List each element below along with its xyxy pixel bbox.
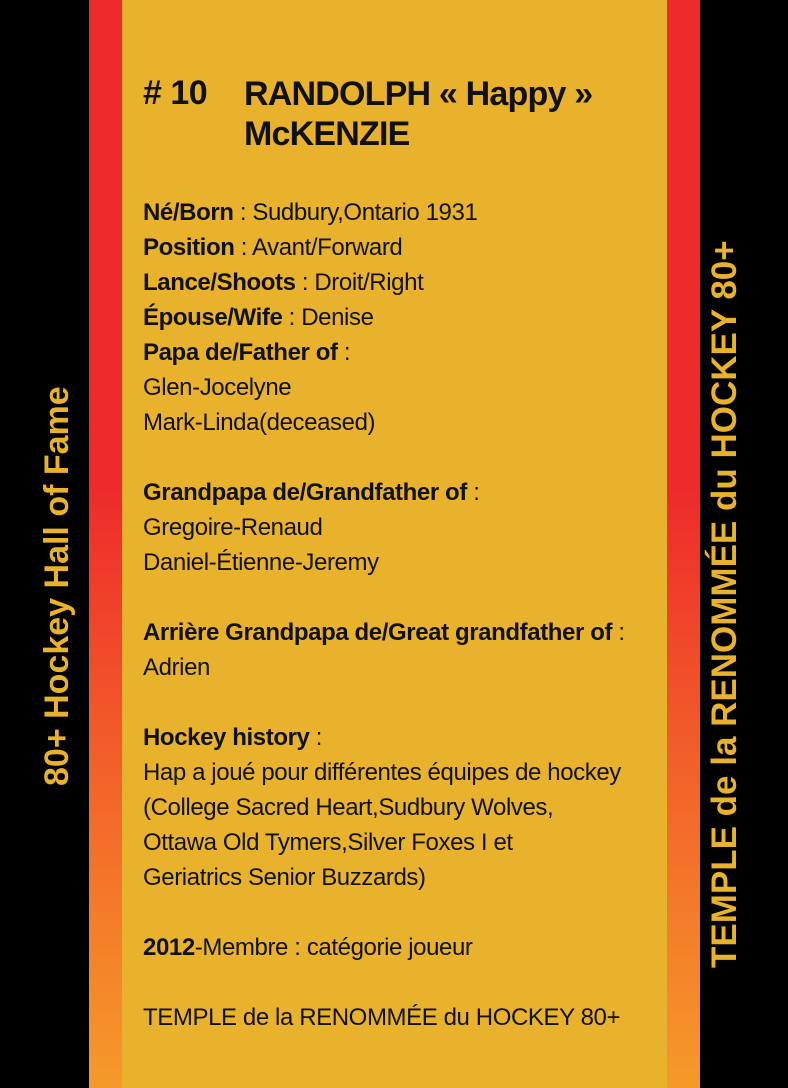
father-of-row <box>143 335 663 370</box>
position-row <box>143 230 663 265</box>
grandfather-of-row <box>143 475 663 510</box>
hockey-history-line: Hap a joué pour différentes équipes de hockey <box>143 759 621 786</box>
footer-text: TEMPLE de la RENOMMÉE du HOCKEY 80+ <box>143 1004 621 1031</box>
wife-label: Épouse/Wife <box>143 304 283 331</box>
born-label: Né/Born <box>143 199 234 226</box>
great-grandchild-item: Adrien <box>143 654 210 681</box>
shoots-label: Lance/Shoots <box>143 269 296 296</box>
side-title-left: 80+ Hockey Hall of Fame <box>38 386 76 786</box>
player-details <box>143 195 663 1035</box>
spacer <box>143 440 663 475</box>
shoots-row <box>143 265 663 300</box>
born-row <box>143 195 663 230</box>
father-of-label: Papa de/Father of <box>143 339 338 366</box>
membership-row <box>143 930 663 965</box>
left-red-stripe <box>89 0 122 1088</box>
great-grandfather-of-row <box>143 615 663 650</box>
great-grandfather-of-label: Arrière Grandpapa de/Great grandfather of <box>143 619 613 646</box>
wife-value: : Denise <box>282 304 374 331</box>
grandfather-of-label: Grandpapa de/Grandfather of <box>143 479 467 506</box>
child-item: Mark-Linda(deceased) <box>143 409 376 436</box>
spacer <box>143 685 663 720</box>
right-red-stripe <box>667 0 700 1088</box>
player-name-line-2: McKENZIE <box>244 115 410 153</box>
grandchild-item: Daniel-Étienne-Jeremy <box>143 549 379 576</box>
child-item: Glen-Jocelyne <box>143 374 292 401</box>
father-of-colon: : <box>337 339 351 366</box>
side-title-right: TEMPLE de la RENOMMÉE du HOCKEY 80+ <box>705 240 744 968</box>
hockey-history-colon: : <box>309 724 323 751</box>
hockey-history-row <box>143 720 663 755</box>
hockey-history-label: Hockey history <box>143 724 310 751</box>
spacer <box>143 895 663 930</box>
hockey-history-line: (College Sacred Heart,Sudbury Wolves, <box>143 794 554 821</box>
membership-year: 2012 <box>143 934 195 961</box>
great-grandfather-of-colon: : <box>612 619 625 646</box>
shoots-value: : Droit/Right <box>295 269 424 296</box>
player-name <box>244 74 592 154</box>
wife-row <box>143 300 663 335</box>
grandfather-of-colon: : <box>466 479 480 506</box>
hockey-history-line: Geriatrics Senior Buzzards) <box>143 864 426 891</box>
player-number: # 10 <box>143 74 208 112</box>
position-value: : Avant/Forward <box>234 234 403 261</box>
spacer <box>143 965 663 1000</box>
grandchild-item: Gregoire-Renaud <box>143 514 323 541</box>
membership-text: -Membre : catégorie joueur <box>194 934 473 961</box>
hockey-history-line: Ottawa Old Tymers,Silver Foxes I et <box>143 829 513 856</box>
spacer <box>143 580 663 615</box>
position-label: Position <box>143 234 235 261</box>
player-name-line-1: RANDOLPH « Happy » <box>244 75 593 113</box>
born-value: : Sudbury,Ontario 1931 <box>233 199 478 226</box>
